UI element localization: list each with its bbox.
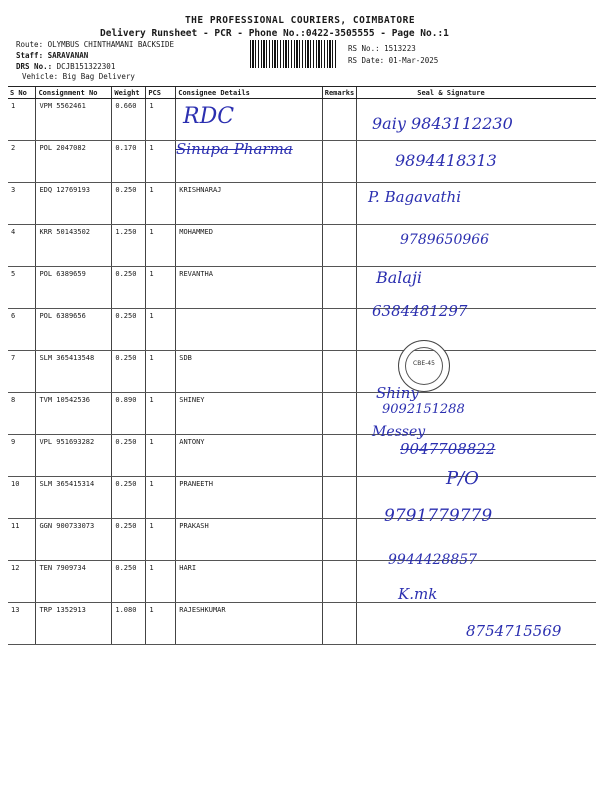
- cell-weight: 0.890: [112, 393, 146, 435]
- handwritten-consignee-1: RDC: [183, 104, 235, 129]
- cell-consignee: MOHAMMED: [176, 225, 323, 267]
- drs-value: DCJB151322301: [56, 62, 116, 71]
- cell-remarks: [322, 99, 357, 141]
- cell-weight: 0.250: [112, 435, 146, 477]
- cell-consignee: SDB: [176, 351, 323, 393]
- cell-consignee: KRISHNARAJ: [176, 183, 323, 225]
- cell-pcs: 1: [146, 393, 176, 435]
- handwritten-signature-9: Messey: [372, 424, 426, 440]
- cell-remarks: [322, 183, 357, 225]
- handwritten-bottom-number: 8754715569: [466, 622, 562, 640]
- handwritten-phone-8: 9092151288: [382, 402, 465, 417]
- cell-consignment-no: VPL 951693282: [36, 435, 112, 477]
- route-line: Route: OLYMBUS CHINTHAMANI BACKSIDE: [16, 40, 175, 49]
- table-header-row: [8, 87, 596, 99]
- cell-weight: 0.250: [112, 519, 146, 561]
- rs-number: RS No.: 1513223: [348, 44, 416, 53]
- cell-consignee: PRAKASH: [176, 519, 323, 561]
- table-row: [8, 351, 596, 393]
- cell-pcs: 1: [146, 561, 176, 603]
- cell-consignee: SHINEY: [176, 393, 323, 435]
- handwritten-signature-6: 6384481297: [372, 302, 468, 320]
- rubber-stamp: [398, 340, 450, 392]
- cell-pcs: 1: [146, 225, 176, 267]
- cell-remarks: [322, 267, 357, 309]
- cell-sno: 10: [8, 477, 36, 519]
- drs-label: DRS No.:: [16, 62, 53, 71]
- cell-remarks: [322, 225, 357, 267]
- runsheet-table: [8, 86, 596, 645]
- table-row: [8, 561, 596, 603]
- handwritten-signature-8: Shiny: [376, 384, 419, 402]
- cell-consignment-no: GGN 900733073: [36, 519, 112, 561]
- table-row: [8, 267, 596, 309]
- handwritten-signature-1: 9aiy 9843112230: [372, 114, 513, 133]
- cell-sno: 6: [8, 309, 36, 351]
- document-subtitle: Delivery Runsheet - PCR - Phone No.:0422-3505555 - Page No.:1: [100, 28, 449, 39]
- cell-sno: 8: [8, 393, 36, 435]
- handwritten-signature-3: P. Bagavathi: [368, 188, 462, 206]
- col-header-sno: S No: [8, 87, 36, 99]
- cell-pcs: 1: [146, 309, 176, 351]
- cell-weight: 0.250: [112, 183, 146, 225]
- cell-weight: 0.660: [112, 99, 146, 141]
- cell-sno: 7: [8, 351, 36, 393]
- table-row: [8, 225, 596, 267]
- handwritten-signature-4: 9789650966: [400, 232, 490, 248]
- table-row: [8, 183, 596, 225]
- col-header-consignment: Consignment No: [36, 87, 112, 99]
- cell-remarks: [322, 393, 357, 435]
- cell-remarks: [322, 561, 357, 603]
- table-row: [8, 141, 596, 183]
- col-header-consignee: Consignee Details: [176, 87, 323, 99]
- cell-sno: 1: [8, 99, 36, 141]
- cell-consignment-no: SLM 365413548: [36, 351, 112, 393]
- table-row: [8, 393, 596, 435]
- cell-remarks: [322, 351, 357, 393]
- cell-consignment-no: TRP 1352913: [36, 603, 112, 645]
- cell-weight: 0.250: [112, 477, 146, 519]
- cell-consignee: HARI: [176, 561, 323, 603]
- col-header-signature: Seal & Signature: [357, 87, 596, 99]
- cell-remarks: [322, 477, 357, 519]
- barcode: [250, 40, 338, 68]
- handwritten-signature-13: K.mk: [398, 585, 438, 603]
- cell-sno: 5: [8, 267, 36, 309]
- cell-consignee: [176, 309, 323, 351]
- cell-consignee: PRANEETH: [176, 477, 323, 519]
- handwritten-phone-9: 9047708822: [400, 440, 496, 458]
- cell-consignee: REVANTHA: [176, 267, 323, 309]
- handwritten-consignee-2: Sinupa Pharma: [176, 140, 293, 158]
- col-header-pcs: PCS: [146, 87, 176, 99]
- cell-sno: 4: [8, 225, 36, 267]
- cell-weight: 0.170: [112, 141, 146, 183]
- col-header-weight: Weight: [112, 87, 146, 99]
- handwritten-signature-2: 9894418313: [395, 151, 497, 170]
- cell-remarks: [322, 141, 357, 183]
- table-row: [8, 309, 596, 351]
- cell-pcs: 1: [146, 351, 176, 393]
- cell-consignee: RAJESHKUMAR: [176, 603, 323, 645]
- vehicle-line: Vehicle: Big Bag Delivery: [22, 72, 135, 81]
- cell-remarks: [322, 435, 357, 477]
- staff-line: Staff: SARAVANAN: [16, 51, 89, 60]
- handwritten-signature-12: 9944428857: [388, 552, 478, 568]
- cell-weight: 0.250: [112, 309, 146, 351]
- cell-sno: 12: [8, 561, 36, 603]
- cell-consignment-no: TVM 10542536: [36, 393, 112, 435]
- cell-consignment-no: POL 6389656: [36, 309, 112, 351]
- cell-remarks: [322, 519, 357, 561]
- cell-weight: 0.250: [112, 267, 146, 309]
- cell-consignment-no: SLM 365415314: [36, 477, 112, 519]
- cell-sno: 3: [8, 183, 36, 225]
- cell-weight: 0.250: [112, 561, 146, 603]
- cell-sno: 9: [8, 435, 36, 477]
- cell-consignment-no: POL 6389659: [36, 267, 112, 309]
- cell-pcs: 1: [146, 603, 176, 645]
- drs-line: [16, 62, 115, 72]
- col-header-remarks: Remarks: [322, 87, 357, 99]
- cell-weight: 1.250: [112, 225, 146, 267]
- table-row: [8, 519, 596, 561]
- cell-pcs: 1: [146, 141, 176, 183]
- handwritten-mark-10: P/O: [446, 468, 479, 489]
- cell-sno: 2: [8, 141, 36, 183]
- cell-pcs: 1: [146, 183, 176, 225]
- handwritten-signature-5: Balaji: [376, 268, 423, 287]
- cell-consignment-no: KRR 50143502: [36, 225, 112, 267]
- cell-consignee: ANTONY: [176, 435, 323, 477]
- cell-pcs: 1: [146, 99, 176, 141]
- cell-consignment-no: VPM 5562461: [36, 99, 112, 141]
- cell-sno: 13: [8, 603, 36, 645]
- cell-remarks: [322, 603, 357, 645]
- cell-pcs: 1: [146, 519, 176, 561]
- table-row: [8, 435, 596, 477]
- cell-remarks: [322, 309, 357, 351]
- stamp-text: CBE-45: [413, 360, 435, 367]
- cell-weight: 1.080: [112, 603, 146, 645]
- cell-pcs: 1: [146, 477, 176, 519]
- cell-consignment-no: TEN 7909734: [36, 561, 112, 603]
- document-title: THE PROFESSIONAL COURIERS, COIMBATORE: [184, 15, 416, 26]
- table-row: [8, 477, 596, 519]
- handwritten-signature-11: 9791779779: [384, 506, 493, 526]
- cell-consignment-no: EDQ 12769193: [36, 183, 112, 225]
- rs-date: RS Date: 01-Mar-2025: [348, 56, 439, 65]
- cell-pcs: 1: [146, 267, 176, 309]
- cell-sno: 11: [8, 519, 36, 561]
- cell-consignment-no: POL 2047082: [36, 141, 112, 183]
- cell-weight: 0.250: [112, 351, 146, 393]
- cell-pcs: 1: [146, 435, 176, 477]
